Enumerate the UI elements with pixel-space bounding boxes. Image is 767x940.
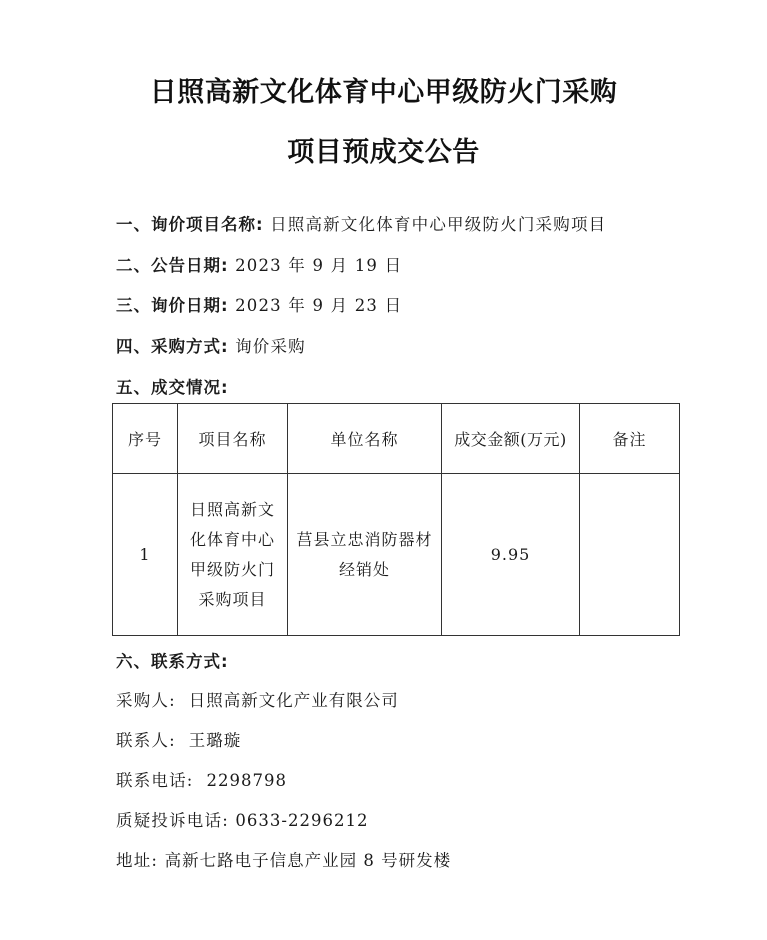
contact-phone [116,767,287,791]
header-project: 项目名称 [178,404,288,474]
cell-project-line: 日照高新文 [189,499,275,519]
table-row [113,474,680,636]
contact-purchaser [116,687,399,711]
contact-address [116,847,451,871]
field-label: 一、询价项目名称: [116,215,264,234]
contact-value: 高新七路电子信息产业园 8 号研发楼 [164,851,452,870]
field-inquiry-date [116,292,402,316]
field-value: 询价采购 [235,337,306,356]
field-purchase-method [116,333,306,357]
contact-complaint-phone [116,807,368,831]
cell-amount: 9.95 [442,474,580,636]
table-header-row [113,404,680,474]
field-label: 三、询价日期: [116,296,229,315]
contact-label: 地址: [116,851,159,870]
header-amount: 成交金额(万元) [442,404,580,474]
cell-project-line: 化体育中心 [189,529,275,549]
cell-unit-line: 经销处 [338,559,390,579]
result-table [112,403,680,636]
contact-label: 采购人: [116,691,176,710]
contact-value: 日照高新文化产业有限公司 [188,691,399,710]
cell-project [178,474,288,636]
header-remark: 备注 [580,404,680,474]
page-title: 日照高新文化体育中心甲级防火门采购 [149,77,618,108]
field-deal-status [116,374,229,398]
contact-label: 联系电话: [116,771,194,790]
cell-project-line: 甲级防火门 [189,559,275,579]
field-value: 2023 年 9 月 19 日 [235,256,403,275]
header-unit: 单位名称 [288,404,442,474]
field-label: 四、采购方式: [116,337,229,356]
contact-value: 王璐璇 [188,731,242,750]
page-subtitle: 项目预成交公告 [287,137,480,168]
contact-label: 质疑投诉电话: [116,811,229,830]
field-value: 日照高新文化体育中心甲级防火门采购项目 [270,215,607,234]
contact-heading [116,648,229,672]
cell-remark [580,474,680,636]
cell-unit-line: 莒县立忠消防器材 [296,529,433,549]
contact-value: 2298798 [206,771,287,790]
contact-value: 0633-2296212 [235,811,369,830]
field-value: 2023 年 9 月 23 日 [235,296,403,315]
field-project-name [116,211,606,235]
cell-unit [288,474,442,636]
contact-person [116,727,241,751]
cell-index: 1 [113,474,178,636]
contact-heading-label: 六、联系方式: [116,652,229,671]
field-label: 五、成交情况: [116,378,229,397]
field-announce-date [116,252,402,276]
contact-label: 联系人: [116,731,176,750]
field-label: 二、公告日期: [116,256,229,275]
header-index: 序号 [113,404,178,474]
cell-project-line: 采购项目 [198,589,267,609]
